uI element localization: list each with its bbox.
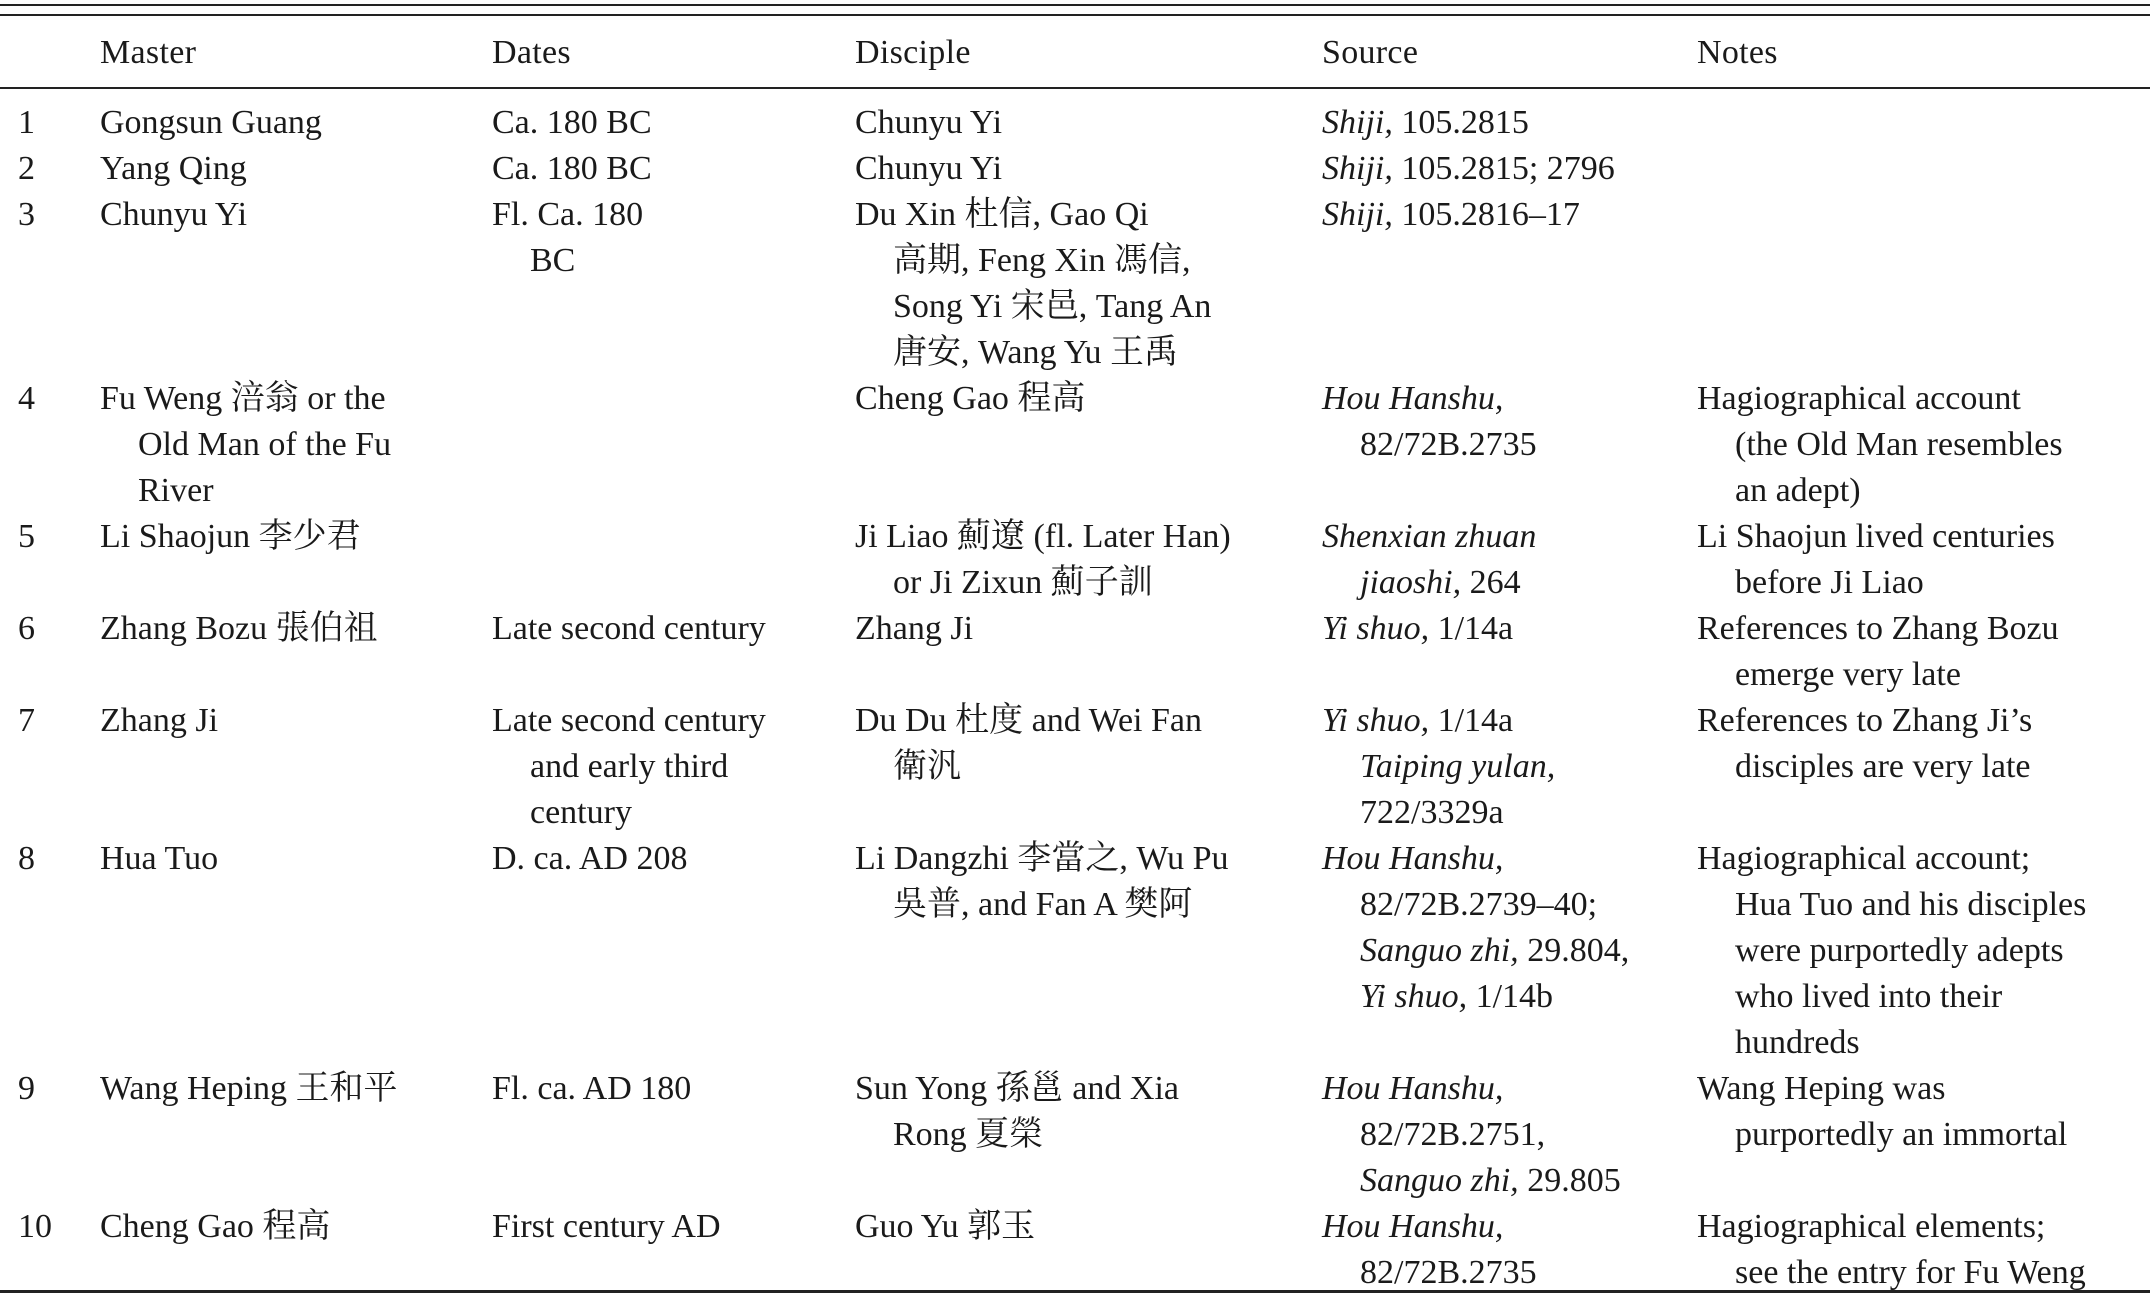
table-header-row — [0, 30, 2150, 80]
dates-cell — [492, 1066, 832, 1112]
master-cell — [100, 1204, 480, 1250]
source-cell — [1322, 1066, 1682, 1204]
master-cell-line: Gongsun Guang — [100, 104, 322, 141]
source-cell — [1322, 1204, 1682, 1296]
master-cell-line: Zhang Ji — [100, 702, 219, 739]
source-line — [1322, 1112, 1682, 1158]
source-cell — [1322, 100, 1682, 146]
source-cell — [1322, 376, 1682, 468]
table-bottom-rule — [0, 1290, 2150, 1293]
disciple-cell-line: Guo Yu 郭玉 — [855, 1208, 1036, 1245]
disciple-cell — [855, 376, 1315, 422]
master-cell — [100, 1066, 480, 1112]
source-line — [1322, 790, 1682, 836]
source-reference: 82/72B.2739–40; — [1360, 886, 1598, 923]
row-number: 4 — [18, 380, 35, 417]
dates-cell — [492, 192, 832, 284]
source-line — [1322, 1158, 1682, 1204]
disciple-cell-line: Chunyu Yi — [855, 150, 1003, 187]
notes-cell-line: were purportedly adepts — [1735, 932, 2064, 969]
source-reference: 29.805 — [1518, 1162, 1621, 1199]
source-cell — [1322, 698, 1682, 836]
notes-cell — [1697, 836, 2137, 1066]
header-notes: Notes — [1697, 34, 1778, 71]
source-title: Yi shuo, — [1322, 610, 1430, 647]
source-line — [1322, 560, 1682, 606]
disciple-cell-line: Chunyu Yi — [855, 104, 1003, 141]
source-reference: 1/14a — [1429, 610, 1514, 647]
disciple-cell-line: 唐安, Wang Yu 王禹 — [893, 334, 1178, 371]
notes-cell-line: before Ji Liao — [1735, 564, 1924, 601]
disciple-cell — [855, 192, 1315, 376]
source-title: Shiji, — [1322, 104, 1393, 141]
row-number: 10 — [18, 1208, 52, 1245]
dates-cell-line: Late second century — [492, 610, 766, 647]
source-title: Yi shuo, — [1322, 702, 1430, 739]
master-cell — [100, 376, 480, 514]
master-cell-line: Li Shaojun 李少君 — [100, 518, 361, 555]
notes-cell — [1697, 606, 2137, 698]
master-cell — [100, 100, 480, 146]
notes-cell-line: who lived into their — [1735, 978, 2003, 1015]
source-cell — [1322, 836, 1682, 1020]
header-dates: Dates — [492, 34, 571, 71]
source-reference: 82/72B.2735 — [1360, 1254, 1537, 1291]
source-title: Hou Hanshu, — [1322, 380, 1504, 417]
notes-cell-line: References to Zhang Bozu — [1697, 610, 2059, 647]
header-disciple: Disciple — [855, 34, 971, 71]
table-top-rule-inner — [0, 14, 2150, 16]
notes-cell-line: emerge very late — [1735, 656, 1961, 693]
notes-cell-line: hundreds — [1735, 1024, 1860, 1061]
source-cell — [1322, 514, 1682, 606]
row-number: 5 — [18, 518, 35, 555]
source-reference: 264 — [1461, 564, 1521, 601]
dates-cell — [492, 100, 832, 146]
source-reference: 722/3329a — [1360, 794, 1504, 831]
disciple-cell-line: 高期, Feng Xin 馮信, — [893, 242, 1191, 279]
source-line — [1322, 928, 1682, 974]
disciple-cell — [855, 100, 1315, 146]
disciple-cell — [855, 1204, 1315, 1250]
notes-cell — [1697, 1204, 2137, 1296]
disciple-cell-line: 衛汎 — [893, 748, 961, 785]
source-cell — [1322, 606, 1682, 652]
disciple-cell-line: Song Yi 宋邑, Tang An — [893, 288, 1212, 325]
source-line — [1322, 836, 1682, 882]
source-title: Hou Hanshu, — [1322, 840, 1504, 877]
source-line — [1322, 1066, 1682, 1112]
notes-cell-line: (the Old Man resembles — [1735, 426, 2063, 463]
source-title: Shenxian zhuan — [1322, 518, 1537, 555]
dates-cell-line: Late second century — [492, 702, 766, 739]
master-cell-line: Zhang Bozu 張伯祖 — [100, 610, 378, 647]
source-title: Hou Hanshu, — [1322, 1208, 1504, 1245]
row-number: 3 — [18, 196, 35, 233]
disciple-cell-line: Du Du 杜度 and Wei Fan — [855, 702, 1202, 739]
source-title: Yi shuo, — [1360, 978, 1468, 1015]
disciple-cell-line: Zhang Ji — [855, 610, 974, 647]
notes-cell-line: References to Zhang Ji’s — [1697, 702, 2033, 739]
dates-cell — [492, 836, 832, 882]
source-line — [1322, 744, 1682, 790]
source-reference: 82/72B.2751, — [1360, 1116, 1546, 1153]
notes-cell-line: an adept) — [1735, 472, 1861, 509]
source-line — [1322, 974, 1682, 1020]
source-title: Sanguo zhi, — [1360, 932, 1519, 969]
source-cell — [1322, 192, 1682, 238]
source-title: Taiping yulan, — [1360, 748, 1556, 785]
source-line — [1322, 698, 1682, 744]
source-cell — [1322, 146, 1682, 192]
dates-cell-line: BC — [530, 242, 576, 279]
source-reference: 1/14b — [1467, 978, 1554, 1015]
source-title: Hou Hanshu, — [1322, 1070, 1504, 1107]
master-cell-line: Cheng Gao 程高 — [100, 1208, 331, 1245]
dates-cell-line: Ca. 180 BC — [492, 150, 652, 187]
disciple-cell-line: Du Xin 杜信, Gao Qi — [855, 196, 1149, 233]
master-cell-line: Chunyu Yi — [100, 196, 248, 233]
master-cell-line: River — [138, 472, 214, 509]
row-number: 8 — [18, 840, 35, 877]
dates-cell — [492, 146, 832, 192]
notes-cell-line: disciples are very late — [1735, 748, 2031, 785]
master-cell — [100, 698, 480, 744]
master-cell-line: Yang Qing — [100, 150, 247, 187]
source-title: Shiji, — [1322, 196, 1393, 233]
notes-cell — [1697, 514, 2137, 606]
master-cell — [100, 146, 480, 192]
master-cell-line: Fu Weng 涪翁 or the — [100, 380, 386, 417]
disciple-cell — [855, 698, 1315, 790]
notes-cell-line: Hagiographical elements; — [1697, 1208, 2046, 1245]
disciple-cell-line: 吳普, and Fan A 樊阿 — [893, 886, 1193, 923]
disciple-cell-line: Rong 夏榮 — [893, 1116, 1044, 1153]
notes-cell-line: purportedly an immortal — [1735, 1116, 2068, 1153]
dates-cell — [492, 698, 832, 836]
master-cell — [100, 192, 480, 238]
disciple-cell-line: or Ji Zixun 薊子訓 — [893, 564, 1153, 601]
master-cell — [100, 606, 480, 652]
dates-cell-line: Fl. ca. AD 180 — [492, 1070, 692, 1107]
notes-cell-line: Li Shaojun lived centuries — [1697, 518, 2055, 555]
table-header-rule — [0, 87, 2150, 89]
disciple-cell — [855, 1066, 1315, 1158]
notes-cell-line: Hagiographical account; — [1697, 840, 2031, 877]
source-reference: 1/14a — [1429, 702, 1514, 739]
source-title: Shiji, — [1322, 150, 1393, 187]
disciple-cell-line: Ji Liao 薊遼 (fl. Later Han) — [855, 518, 1231, 555]
source-line — [1322, 882, 1682, 928]
source-line — [1322, 514, 1682, 560]
dates-cell-line: Fl. Ca. 180 — [492, 196, 644, 233]
master-cell-line: Wang Heping 王和平 — [100, 1070, 398, 1107]
source-line — [1322, 1204, 1682, 1250]
source-reference: 105.2815; 2796 — [1392, 150, 1615, 187]
row-number: 7 — [18, 702, 35, 739]
source-title: jiaoshi, — [1360, 564, 1462, 601]
row-number: 1 — [18, 104, 35, 141]
dates-cell-line: century — [530, 794, 632, 831]
dates-cell-line: First century AD — [492, 1208, 721, 1245]
dates-cell-line: D. ca. AD 208 — [492, 840, 688, 877]
dates-cell — [492, 1204, 832, 1250]
source-reference: 105.2815 — [1392, 104, 1529, 141]
source-title: Sanguo zhi, — [1360, 1162, 1519, 1199]
master-cell — [100, 836, 480, 882]
source-line — [1322, 376, 1682, 422]
notes-cell-line: Hua Tuo and his disciples — [1735, 886, 2087, 923]
notes-cell-line: Hagiographical account — [1697, 380, 2021, 417]
table-top-rule — [0, 4, 2150, 6]
notes-cell — [1697, 1066, 2137, 1158]
row-number: 9 — [18, 1070, 35, 1107]
notes-cell-line: Wang Heping was — [1697, 1070, 1946, 1107]
disciple-cell — [855, 514, 1315, 606]
source-line — [1322, 192, 1682, 238]
master-cell — [100, 514, 480, 560]
master-cell-line: Hua Tuo — [100, 840, 219, 877]
disciple-cell — [855, 836, 1315, 928]
disciple-cell — [855, 606, 1315, 652]
notes-cell-line: see the entry for Fu Weng — [1735, 1254, 2086, 1291]
source-line — [1322, 146, 1682, 192]
source-reference: 29.804, — [1518, 932, 1630, 969]
header-master: Master — [100, 34, 197, 71]
disciple-cell-line: Li Dangzhi 李當之, Wu Pu — [855, 840, 1229, 877]
notes-cell — [1697, 376, 2137, 514]
notes-cell — [1697, 698, 2137, 790]
disciple-cell-line: Sun Yong 孫邕 and Xia — [855, 1070, 1179, 1107]
dates-cell-line: Ca. 180 BC — [492, 104, 652, 141]
source-reference: 82/72B.2735 — [1360, 426, 1537, 463]
dates-cell — [492, 606, 832, 652]
source-line — [1322, 100, 1682, 146]
header-source: Source — [1322, 34, 1419, 71]
row-number: 6 — [18, 610, 35, 647]
row-number: 2 — [18, 150, 35, 187]
master-cell-line: Old Man of the Fu — [138, 426, 392, 463]
source-reference: 105.2816–17 — [1392, 196, 1580, 233]
source-line — [1322, 606, 1682, 652]
dates-cell-line: and early third — [530, 748, 729, 785]
disciple-cell — [855, 146, 1315, 192]
source-line — [1322, 422, 1682, 468]
disciple-cell-line: Cheng Gao 程高 — [855, 380, 1086, 417]
